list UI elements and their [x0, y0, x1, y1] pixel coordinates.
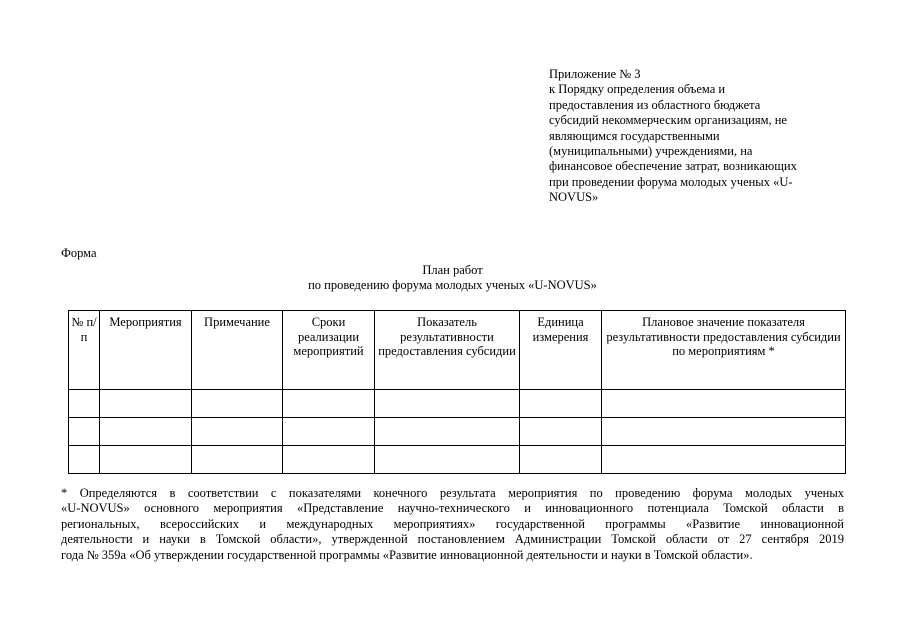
table-cell: [520, 446, 602, 474]
table-row: [69, 390, 846, 418]
title-line: План работ: [422, 263, 483, 277]
table-cell: [602, 390, 846, 418]
footnote-line: региональных, всероссийских и международных мероприятиях» государственной программы «Развитие инновационной: [61, 516, 844, 531]
appendix-line: финансовое обеспечение затрат, возникающих: [549, 159, 797, 174]
appendix-line: к Порядку определения объема и: [549, 82, 726, 97]
table-cell: [100, 418, 192, 446]
appendix-line: Приложение № 3: [549, 67, 641, 81]
table-row: [69, 446, 846, 474]
table-cell: [283, 446, 375, 474]
table-cell: [192, 446, 283, 474]
appendix-line: являющимся государственными: [549, 128, 720, 143]
header-deadlines: Сроки реализации мероприятий: [283, 311, 375, 390]
table-cell: [602, 446, 846, 474]
table-cell: [375, 390, 520, 418]
appendix-line: (муниципальными) учреждениями, на: [549, 144, 753, 159]
table-cell: [375, 446, 520, 474]
table-cell: [69, 418, 100, 446]
appendix-line: субсидий некоммерческим организациям, не: [549, 113, 787, 128]
footnote-line: «U-NOVUS» основного мероприятия «Представление научно-технического и инновационного потенциала Томской области в: [61, 501, 844, 516]
footnote-line: года № 359а «Об утверждении государственной программы «Развитие инновационной деятельности и науки в Томской области».: [61, 547, 753, 562]
table-cell: [602, 418, 846, 446]
table-cell: [69, 390, 100, 418]
table-cell: [283, 390, 375, 418]
table-cell: [375, 418, 520, 446]
header-note: Примечание: [192, 311, 283, 390]
header-unit: Единица измерения: [520, 311, 602, 390]
table-cell: [283, 418, 375, 446]
table-cell: [520, 418, 602, 446]
work-plan-table: [68, 310, 846, 474]
header-events: Мероприятия: [100, 311, 192, 390]
table-cell: [69, 446, 100, 474]
header-indicator: Показатель результативности предоставления субсидии: [375, 311, 520, 390]
page-title: [0, 263, 905, 292]
footnote-line: деятельности и науки в Томской области», утвержденной постановлением Администрации Томской области от 27 сентября 2019: [61, 532, 844, 547]
table-row: [69, 418, 846, 446]
appendix-line: предоставления из областного бюджета: [549, 97, 761, 112]
table-cell: [520, 390, 602, 418]
table-cell: [192, 390, 283, 418]
header-planned-value: Плановое значение показателя результативности предоставления субсидии по мероприятиям *: [602, 311, 846, 390]
form-label: Форма: [61, 246, 97, 260]
header-number: № п/п: [69, 311, 100, 390]
table-header-row: [69, 311, 846, 390]
footnote: [61, 486, 844, 563]
title-line: по проведению форума молодых ученых «U-NOVUS»: [308, 277, 597, 292]
appendix-line: при проведении форума молодых ученых «U-: [549, 174, 793, 189]
table-cell: [192, 418, 283, 446]
table-cell: [100, 446, 192, 474]
footnote-line: * Определяются в соответствии с показателями конечного результата мероприятия по проведению форума молодых ученых: [61, 486, 844, 500]
appendix-line: NOVUS»: [549, 190, 599, 205]
appendix-block: [549, 67, 834, 206]
table-cell: [100, 390, 192, 418]
